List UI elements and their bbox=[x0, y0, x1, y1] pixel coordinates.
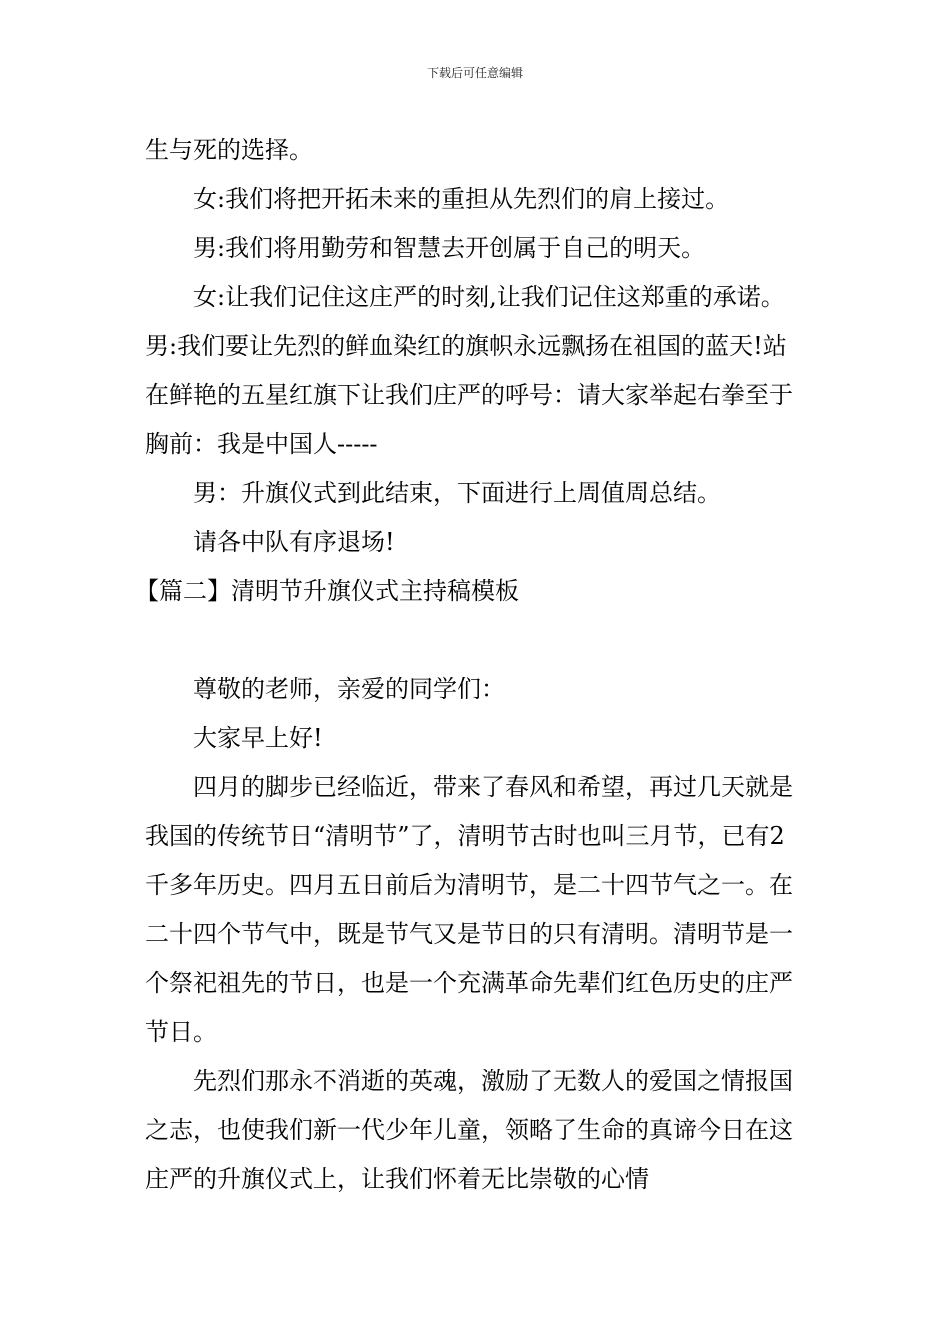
paragraph: 尊敬的老师，亲爱的同学们： bbox=[193, 675, 505, 703]
paragraph: 先烈们那永不消逝的英魂，激励了无数人的爱国之情报国之志，也使我们新一代少年儿童，领略了生命的真谛今日在这庄严的升旗仪式上，让我们怀着无比崇敬的心情 bbox=[145, 1067, 793, 1193]
blank-line bbox=[145, 616, 805, 665]
paragraph: 男:我们将用勤劳和智慧去开创属于自己的明天。 bbox=[193, 234, 706, 262]
paragraph: 女:我们将把开拓未来的重担从先烈们的肩上接过。 bbox=[193, 185, 730, 213]
paragraph: 女:让我们记住这庄严的时刻,让我们记住这郑重的承诺。男:我们要让先烈的鲜血染红的旗帜永远飘扬在祖国的蓝天!站在鲜艳的五星红旗下让我们庄严的呼号：请大家举起右拳至于胸前：我是中国人----- bbox=[145, 283, 793, 458]
paragraph: 生与死的选择。 bbox=[145, 136, 313, 164]
paragraph: 请各中队有序退场! bbox=[193, 528, 395, 556]
section-heading: 【篇二】清明节升旗仪式主持稿模板 bbox=[135, 577, 519, 605]
page-header-note: 下载后可任意编辑 bbox=[426, 66, 523, 80]
paragraph: 四月的脚步已经临近，带来了春风和希望，再过几天就是我国的传统节日“清明节”了，清明节古时也叫三月节，已有2千多年历史。四月五日前后为清明节，是二十四节气之一。在二十四个节气中，既是节气又是节日的只有清明。清明节是一个祭祀祖先的节日，也是一个充满革命先辈们红色历史的庄严节日。 bbox=[145, 773, 793, 1046]
paragraph: 男：升旗仪式到此结束，下面进行上周值周总结。 bbox=[193, 479, 721, 507]
document-body bbox=[135, 126, 805, 1204]
paragraph: 大家早上好! bbox=[193, 724, 323, 752]
